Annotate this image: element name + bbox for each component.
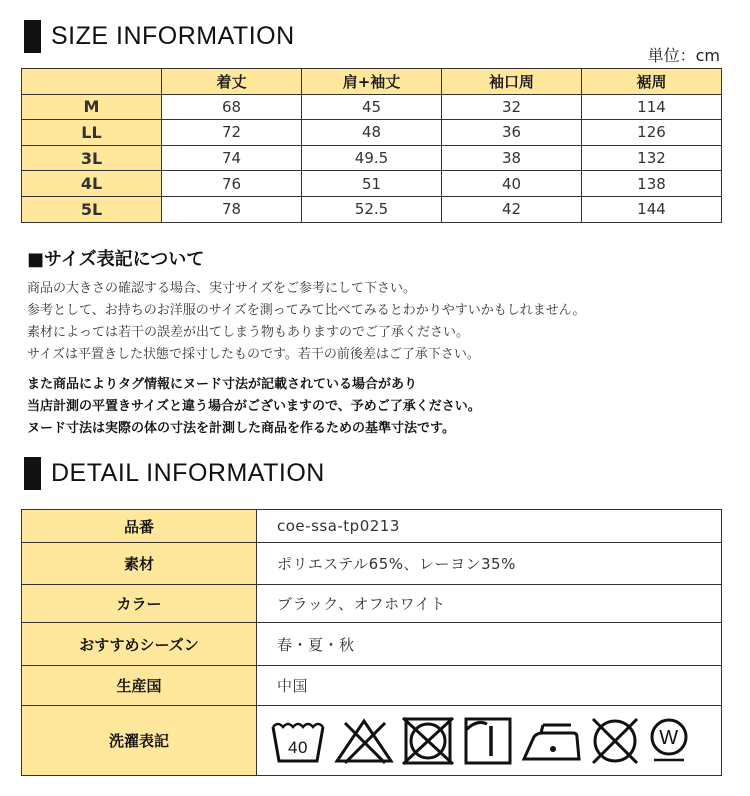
table-cell: 42 [442,196,582,222]
bold-note-line: また商品によりタグ情報にヌード寸法が記載されている場合があり [27,377,418,392]
table-cell: 32 [442,94,582,120]
detail-table [21,509,722,776]
table-cell: 74 [162,145,302,171]
table-row [22,94,722,120]
detail-label: 洗濯表記 [22,706,257,776]
detail-label: おすすめシーズン [22,623,257,666]
detail-value: 春・夏・秋 [257,623,722,666]
table-cell: 38 [442,145,582,171]
detail-label: 生産国 [22,666,257,706]
table-cell: 48 [302,120,442,146]
table-cell: 138 [582,171,722,197]
detail-value: coe-ssa-tp0213 [257,510,722,543]
detail-row-product-code [22,510,722,543]
table-row [22,171,722,197]
bold-note-line: ヌード寸法は実際の体の寸法を計測した商品を作るための基準寸法です。 [27,421,455,436]
detail-value: ポリエステル65%、レーヨン35% [257,543,722,585]
table-cell: 144 [582,196,722,222]
no-tumble-dry-icon [401,716,455,766]
note-line: 参考として、お持ちのお洋服のサイズを測ってみて比べてみるとわかりやすいかもしれません。 [27,303,586,318]
note-line: 素材によっては若干の誤差が出てしまう物もありますのでご了承ください。 [27,325,470,340]
table-cell: 78 [162,196,302,222]
table-cell: 76 [162,171,302,197]
iron-low-icon [521,717,583,765]
table-cell: 114 [582,94,722,120]
size-label: 3L [22,145,162,171]
column-header: 着丈 [162,69,302,95]
table-cell: 68 [162,94,302,120]
detail-row-origin [22,666,722,706]
size-table [21,68,722,223]
size-label: 4L [22,171,162,197]
detail-row-color [22,585,722,623]
detail-section-title: DETAIL INFORMATION [51,459,325,487]
size-table-header-row [22,69,722,95]
table-cell: 45 [302,94,442,120]
wet-clean-label: W [659,726,679,749]
table-cell: 72 [162,120,302,146]
table-cell: 49.5 [302,145,442,171]
detail-label: 品番 [22,510,257,543]
unit-label: 単位：cm [647,46,720,65]
size-label: LL [22,120,162,146]
size-label: M [22,94,162,120]
wet-clean-icon [647,716,691,766]
no-dry-clean-icon [589,716,641,766]
size-label: 5L [22,196,162,222]
detail-value: ブラック、オフホワイト [257,585,722,623]
size-table-corner [22,69,162,95]
wash-temp-label: 40 [288,737,308,757]
care-icons-cell [257,706,722,776]
detail-row-material [22,543,722,585]
bold-note-line: 当店計測の平置きサイズと違う場合がございますので、予めご了承ください。 [27,399,481,414]
detail-label: カラー [22,585,257,623]
care-icons [269,716,721,766]
table-cell: 126 [582,120,722,146]
size-section-header [24,20,295,53]
table-cell: 52.5 [302,196,442,222]
table-cell: 51 [302,171,442,197]
size-notes-title: ■サイズ表記について [27,249,205,270]
column-header: 裾周 [582,69,722,95]
nude-size-notes [27,374,727,440]
table-cell: 132 [582,145,722,171]
detail-label: 素材 [22,543,257,585]
size-notes [27,278,727,366]
line-dry-icon [461,716,515,766]
column-header: 肩+袖丈 [302,69,442,95]
header-bar [24,20,41,53]
size-section-title: SIZE INFORMATION [51,22,295,50]
table-row [22,145,722,171]
header-bar [24,457,41,490]
detail-value: 中国 [257,666,722,706]
table-cell: 36 [442,120,582,146]
note-line: サイズは平置きした状態で採寸したものです。若干の前後差はご了承下さい。 [27,347,480,362]
detail-row-care [22,706,722,776]
column-header: 袖口周 [442,69,582,95]
wash-40-icon [269,717,327,765]
note-line: 商品の大きさの確認する場合、実寸サイズをご参考にして下さい。 [27,281,416,296]
table-row [22,120,722,146]
table-cell: 40 [442,171,582,197]
no-bleach-icon [333,717,395,765]
detail-section-header [24,457,325,490]
table-row [22,196,722,222]
detail-row-season [22,623,722,666]
